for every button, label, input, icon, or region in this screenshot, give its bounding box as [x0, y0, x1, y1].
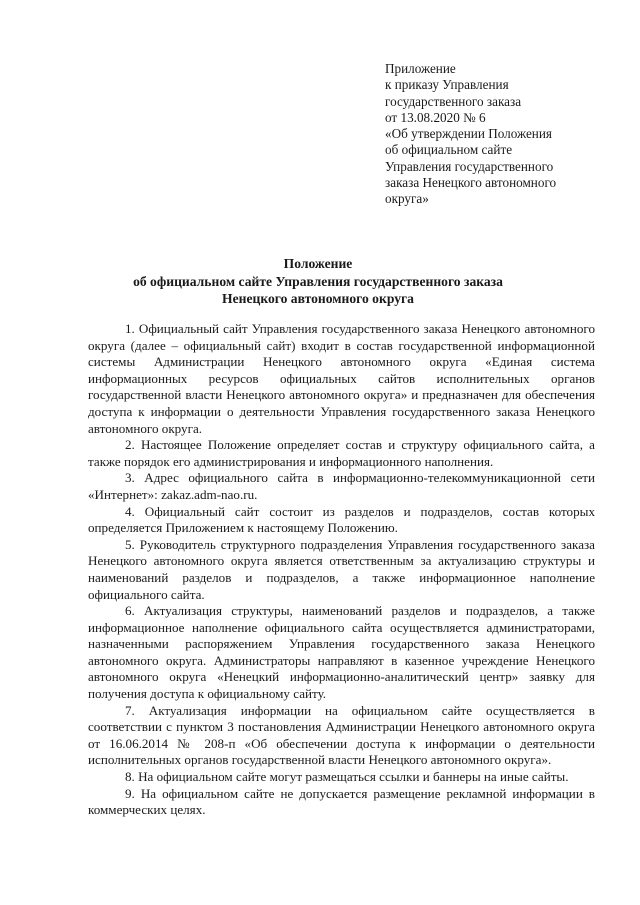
appendix-line: об официальном сайте [385, 142, 513, 158]
appendix-line: заказа Ненецкого автономного [385, 175, 557, 191]
appendix-line: к приказу Управления [385, 77, 509, 93]
paragraph-1: 1. Официальный сайт Управления государственного заказа Ненецкого автономного округа (далее – официальный сайт) входит в состав государственной информационной системы Администрации Ненецкого автономного округа «Единая система информационных ресурсов официальных сайтов исполнительных органов государственной власти Ненецкого автономного округа» и предназначен для обеспечения доступа к информации о деятельности Управления государственного заказа Ненецкого автономного округа. [88, 321, 595, 436]
appendix-line: «Об утверждении Положения [385, 126, 552, 142]
appendix-line: Приложение [385, 61, 456, 76]
paragraph-2: 2. Настоящее Положение определяет состав и структуру официального сайта, а также порядок его администрирования и информационного наполнения. [88, 437, 595, 469]
document-title [88, 255, 548, 308]
appendix-header [385, 61, 605, 208]
paragraph-7: 7. Актуализация информации на официальном сайте осуществляется в соответствии с пунктом 3 постановления Администрации Ненецкого автономного округа от 16.06.2014 № 208-п «Об обеспечении доступа к информации о деятельности исполнительных органов государственной власти Ненецкого автономного округа». [88, 702, 595, 768]
paragraph-6: 6. Актуализация структуры, наименований разделов и подразделов, а также информационное наполнение официального сайта осуществляется администраторами, назначенными распоряжением Управления государственного заказа Ненецкого автономного округа. Администраторы направляют в казенное учреждение Ненецкого автономного округа «Ненецкий информационно-аналитический центр» заявку для получения доступа к официальному сайту. [88, 603, 595, 702]
paragraph-3: 3. Адрес официального сайта в информационно-телекоммуникационной сети «Интернет»: zakaz.adm-nao.ru. [88, 470, 595, 502]
paragraph-5: 5. Руководитель структурного подразделения Управления государственного заказа Ненецкого автономного округа является ответственным за актуализацию структуры и наименований разделов и подразделов, а также информационное наполнение официального сайта. [88, 536, 595, 602]
title-line-1: Положение [283, 256, 353, 271]
paragraph-8: 8. На официальном сайте могут размещаться ссылки и баннеры на иные сайты. [125, 769, 569, 785]
appendix-line: Управления государственного [385, 158, 554, 174]
appendix-line: от 13.08.2020 № 6 [385, 109, 486, 125]
title-line-2: об официальном сайте Управления государственного заказа [133, 273, 503, 289]
paragraph-9: 9. На официальном сайте не допускается размещение рекламной информации в коммерческих целях. [88, 785, 595, 818]
appendix-line: государственного заказа [385, 93, 522, 109]
document-body [88, 321, 595, 819]
title-line-3: Ненецкого автономного округа [222, 291, 414, 306]
appendix-line: округа» [385, 191, 429, 207]
paragraph-4: 4. Официальный сайт состоит из разделов и подразделов, состав которых определяется Приложением к настоящему Положению. [88, 503, 595, 536]
